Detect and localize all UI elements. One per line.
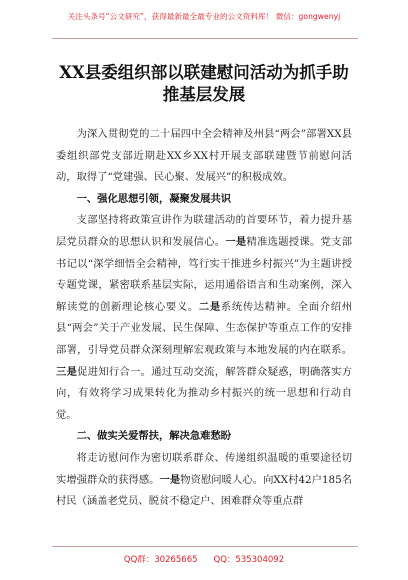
title-line-1: XX县委组织部以联建慰问活动为抓手助: [59, 63, 349, 82]
section-2-text-a: 将走访慰问作为密切联系群众、传递组织温暖的重要途径切实增强群众的获得感。: [56, 451, 352, 486]
footer-divider: [52, 546, 358, 547]
section-1-text-a: 支部坚持将政策宣讲作为联建活动的首要环节，着力提升基层党员群众的思想认识和发展信心。: [56, 214, 352, 248]
header-note: 关注头条号“公文研究”，获得最新最全最专业的公文资料库！ 微信：gongwenyj: [67, 12, 341, 21]
header-divider: [52, 38, 358, 39]
section-1-text-c: 系统传达精神。全面介绍州县“两会”关于产业发展、民生保障、生态保护等重点工作的安排部署，引导党员群众深刻理解宏观政策与本地发展的内在联系。: [56, 300, 353, 356]
section-2-text-b: 物资慰问暖人心。向XX村42户185名村民（涵盖老党员、脱贫不稳定户、困难群众等重点群: [56, 473, 353, 508]
intro-paragraph: 为深入贯彻党的二十届四中全会精神及州县“两会”部署XX县委组织部党支部近期赴XX乡XX村开展支部联建暨节前慰问活动，取得了“党建强、民心聚、发展兴”的积极成效。: [56, 128, 352, 184]
section-1-heading: 一、强化思想引领，凝聚发展共识: [76, 192, 232, 205]
section-1-marker-3: 三是: [56, 365, 78, 378]
section-1-marker-2: 二是: [198, 300, 221, 313]
document-title: [40, 62, 368, 106]
footer-contact: [0, 553, 408, 565]
section-1-text-d: 促进知行合一。通过互动交流，解答群众疑惑，明确落实方向，有效将学习成果转化为推动乡村振兴的统一思想和行动自觉。: [56, 365, 353, 421]
section-1-paragraph: [56, 210, 352, 426]
section-2-paragraph: [56, 448, 352, 513]
section-1-text-b: 精准选题授课。党支部书记以“深学细悟全会精神，笃行实干推进乡村振兴”为主题讲授专题党课，紧密联系基层实际，运用通俗语言和生动案例，深入解读党的创新理论核心要义。: [56, 235, 353, 313]
footer-qq: QQ：535304092: [213, 555, 285, 565]
section-1-marker-1: 一是: [225, 235, 247, 248]
title-line-2: 推基层发展: [162, 85, 246, 104]
section-2-heading: 二、做实关爱帮扶，解决急难愁盼: [76, 430, 232, 443]
section-2-marker-1: 一是: [159, 473, 181, 486]
document-body: [56, 124, 352, 513]
footer-qq-group: QQ群：30265665: [123, 555, 198, 565]
